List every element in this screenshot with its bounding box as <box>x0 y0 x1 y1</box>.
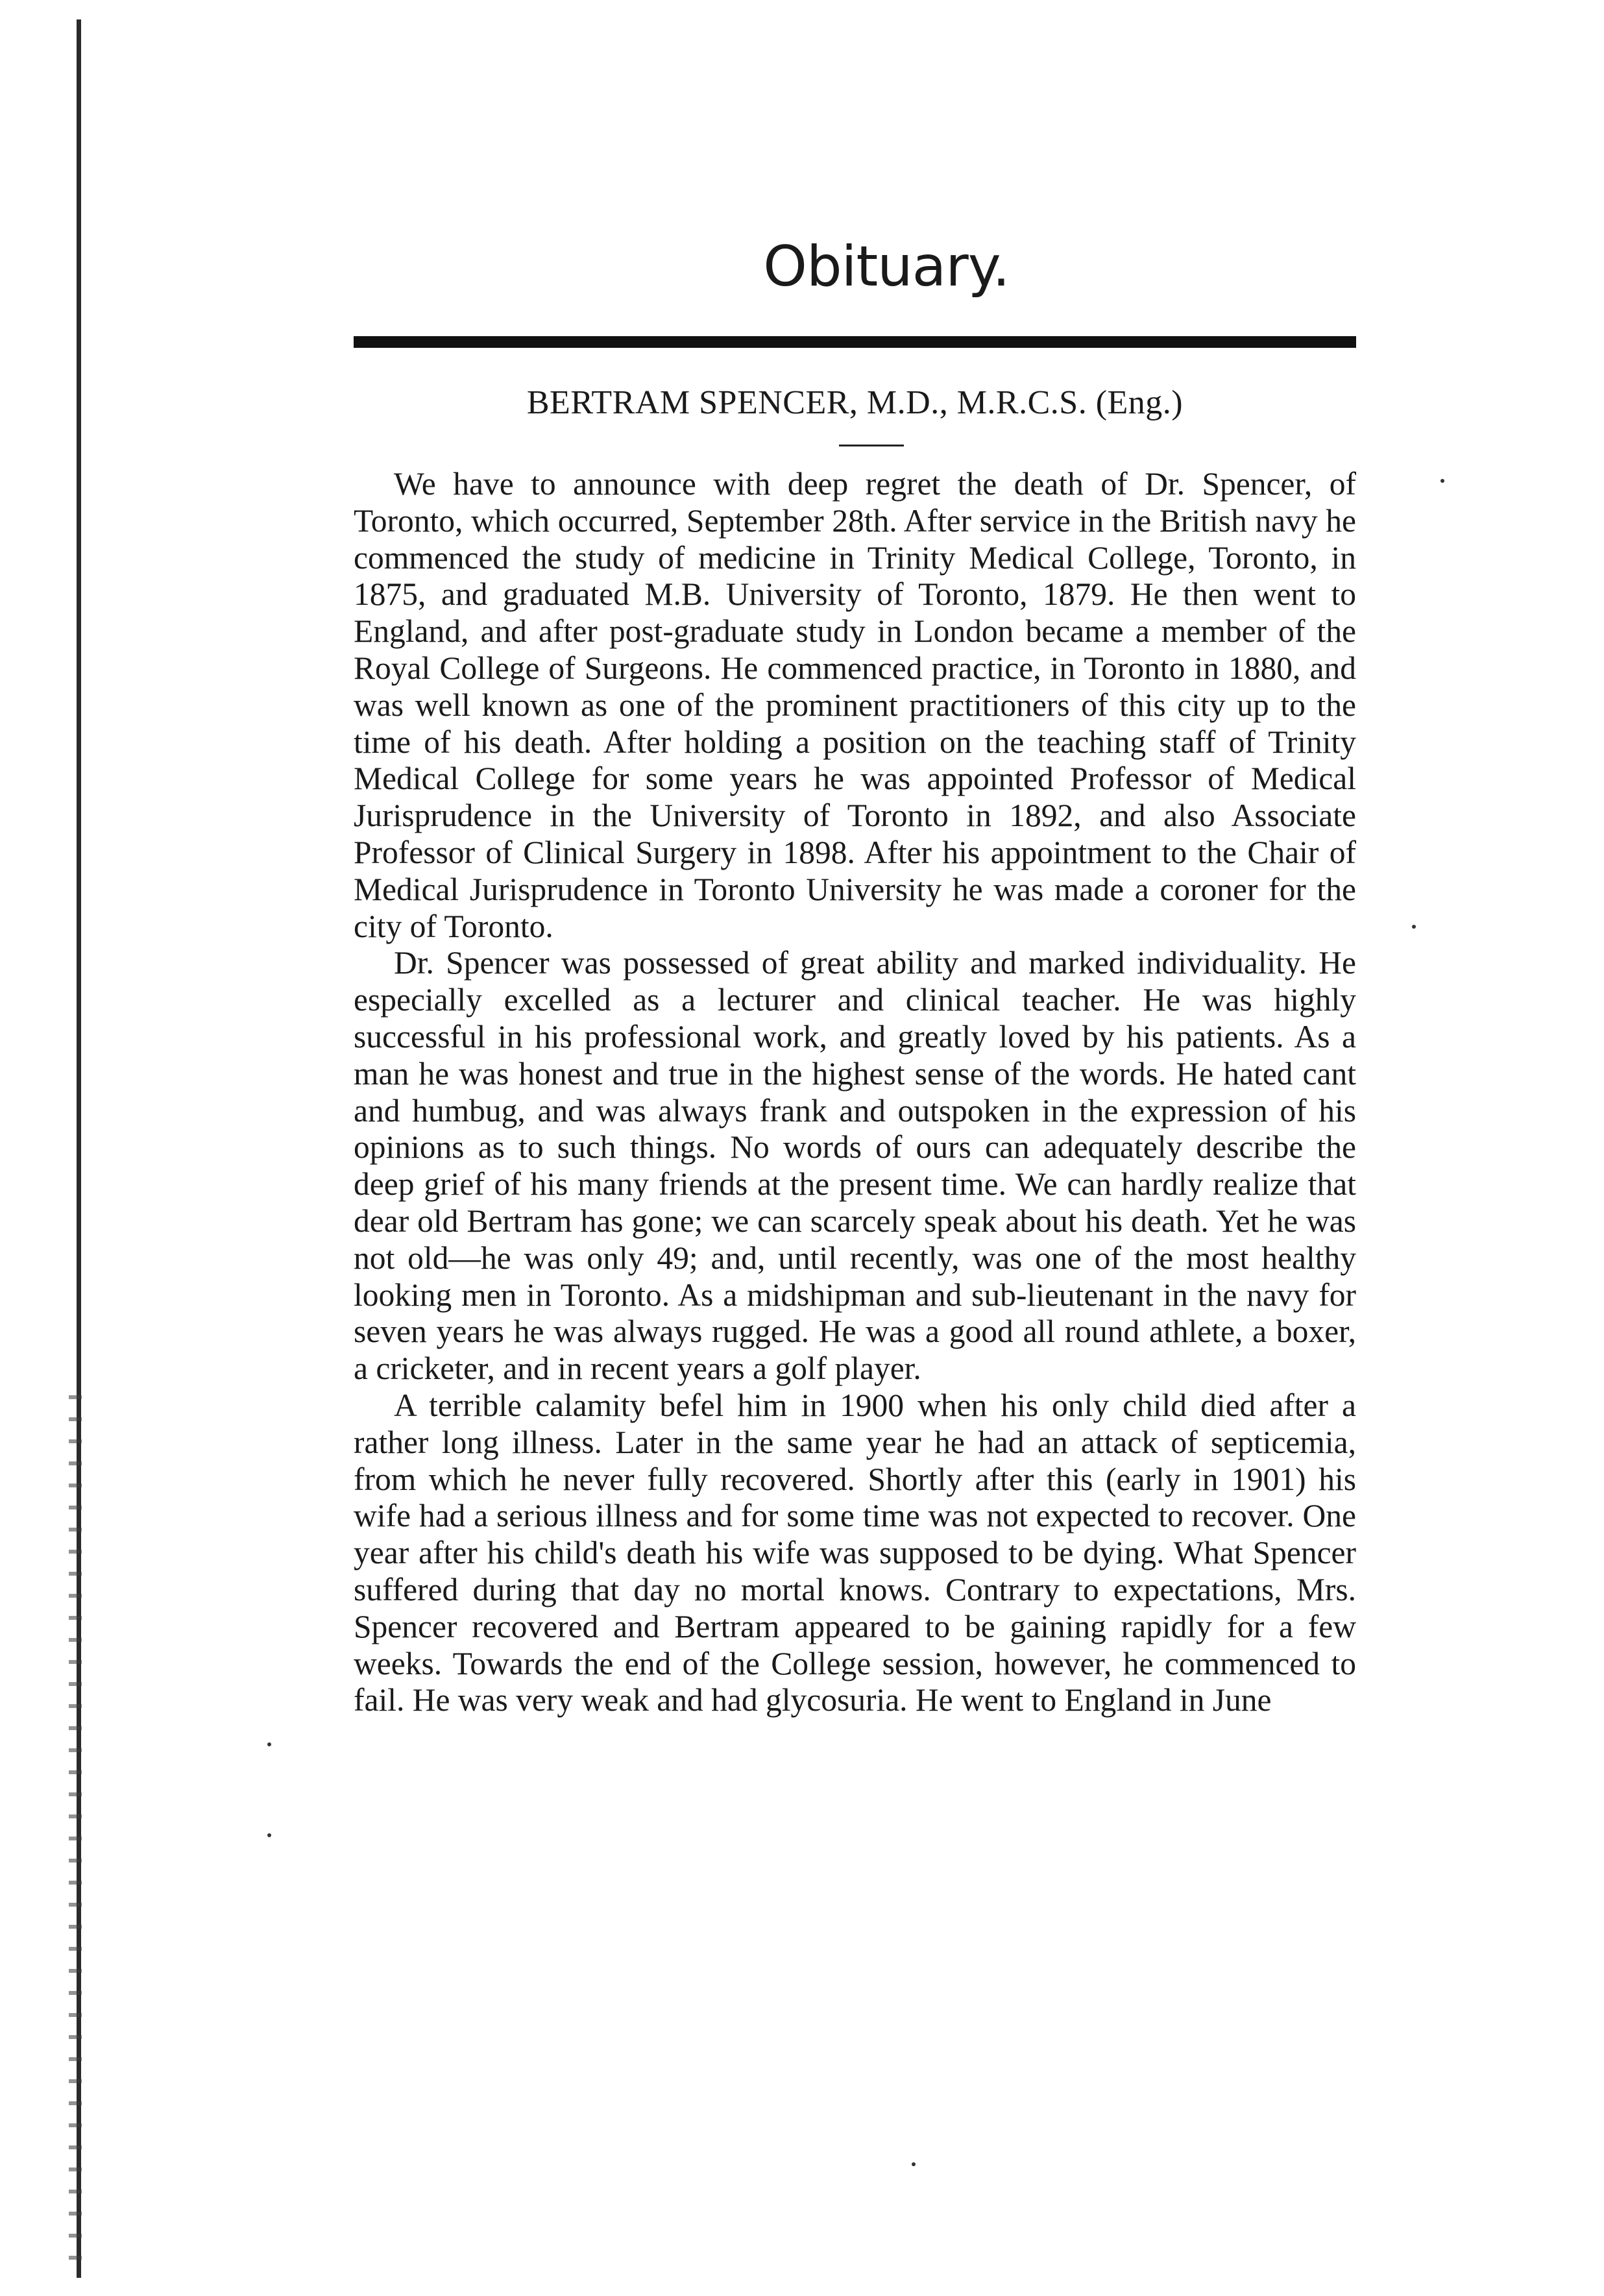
paragraph: We have to announce with deep regret the death of Dr. Spencer, of Toronto, which occurred, September 28th. After service in the British navy he commenced the study of medicine in Trinity Medical College, Toronto, in 1875, and graduated M.B. University of Toronto, 1879. He then went to England, and after post-graduate study in London became a member of the Royal College of Surgeons. He commenced practice, in Toronto in 1880, and was well known as one of the prominent practitioners of this city up to the time of his death. After holding a position on the teaching staff of Trinity Medical College for some years he was appointed Professor of Medical Jurisprudence in the University of Toronto in 1892, and also Associate Professor of Clinical Surgery in 1898. After his appointment to the Chair of Medical Jurisprudence in Toronto University he was made a coroner for the city of Toronto. <box>354 466 1356 944</box>
title-rule <box>354 336 1356 348</box>
scan-speck <box>267 1742 271 1746</box>
paragraph: Dr. Spencer was possessed of great ability and marked individuality. He especially excelled as a lecturer and clinical teacher. He was highly successful in his professional work, and greatly loved by his patients. As a man he was honest and true in the highest sense of the words. He hated cant and humbug, and was always frank and outspoken in the expression of his opinions as to such things. No words of ours can adequately describe the deep grief of his many friends at the present time. We can hardly realize that dear old Bertram has gone; we can scarcely speak about his death. Yet he was not old—he was only 49; and, until recently, was one of the most healthy looking men in Toronto. As a midshipman and sub-lieutenant in the navy for seven years he was always rugged. He was a good all round athlete, a boxer, a cricketer, and in recent years a golf player. <box>354 945 1356 1387</box>
scan-speck <box>912 2162 916 2166</box>
paragraph: A terrible calamity befel him in 1900 when his only child died after a rather long illness. Later in the same year he had an attack of septicemia, from which he never fully recovered. Shortly after this (early in 1901) his wife had a serious illness and for some time was not expected to recover. One year after his child's death his wife was supposed to be dying. What Spencer suffered during that day no mortal knows. Contrary to expectations, Mrs. Spencer recovered and Bertram appeared to be gaining rapidly for a few weeks. Towards the end of the College session, however, he commenced to fail. He was very weak and had glycosuria. He went to England in June <box>354 1387 1356 1718</box>
binding-shadow-marks <box>69 1395 82 2271</box>
page-title: Obituary. <box>763 234 1010 299</box>
scan-speck <box>1412 925 1416 929</box>
obituary-heading: BERTRAM SPENCER, M.D., M.R.C.S. (Eng.) <box>526 384 1184 421</box>
scan-speck <box>267 1833 271 1837</box>
obituary-body <box>354 466 1356 1719</box>
heading-rule <box>839 445 904 446</box>
scan-speck <box>1440 479 1444 483</box>
